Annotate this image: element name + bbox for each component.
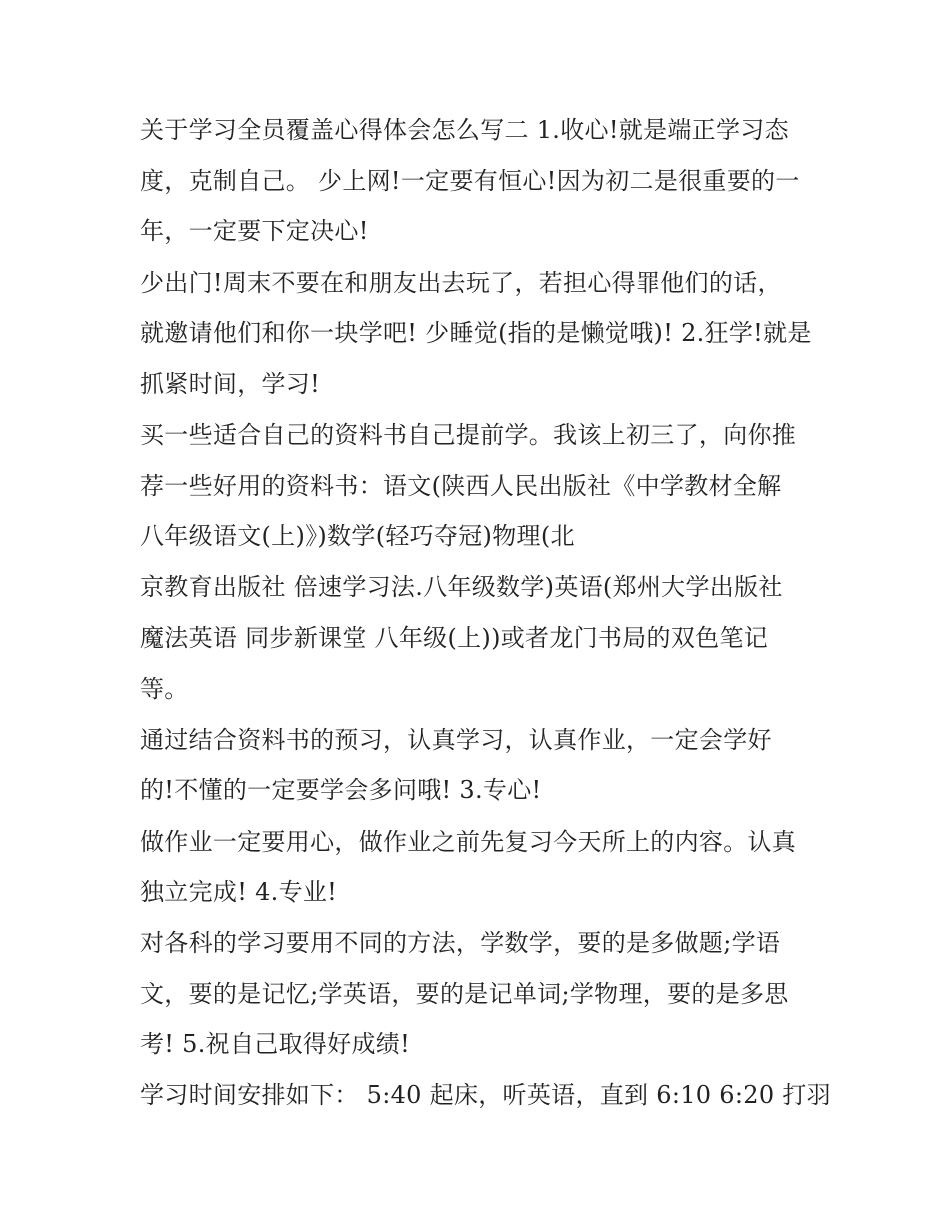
text-line: 度，克制自己。 少上网!一定要有恒心!因为初二是很重要的一 — [140, 167, 800, 195]
text-line: 的!不懂的一定要学会多问哦! 3.专心! — [140, 776, 542, 804]
text-line: 少出门!周末不要在和朋友出去玩了，若担心得罪他们的话， — [140, 269, 782, 297]
text-line: 就邀请他们和你一块学吧! 少睡觉(指的是懒觉哦)! 2.狂学!就是 — [140, 319, 812, 347]
text-line: 买一些适合自己的资料书自己提前学。我该上初三了，向你推 — [140, 421, 797, 449]
text-line: 抓紧时间，学习! — [140, 370, 321, 398]
text-line: 荐一些好用的资料书：语文(陕西人民出版社《中学教材全解 — [140, 472, 782, 500]
text-line: 对各科的学习要用不同的方法，学数学，要的是多做题;学语 — [140, 929, 781, 957]
text-line: 文，要的是记忆;学英语，要的是记单词;学物理，要的是多思 — [140, 980, 789, 1008]
text-line: 京教育出版社 倍速学习法.八年级数学)英语(郑州大学出版社 — [140, 573, 783, 601]
text-line: 八年级语文(上)》)数学(轻巧夺冠)物理(北 — [140, 522, 575, 550]
text-line: 年，一定要下定决心! — [140, 217, 369, 245]
text-line: 考! 5.祝自己取得好成绩! — [140, 1030, 411, 1058]
text-line: 通过结合资料书的预习，认真学习，认真作业，一定会学好 — [140, 726, 772, 754]
text-line: 魔法英语 同步新课堂 八年级(上))或者龙门书局的双色笔记 — [140, 624, 769, 652]
text-line: 关于学习全员覆盖心得体会怎么写二 1.收心!就是端正学习态 — [140, 116, 789, 144]
text-line: 学习时间安排如下： 5:40 起床，听英语，直到 6:10 6:20 打羽 — [140, 1081, 831, 1109]
text-line: 等。 — [140, 675, 189, 703]
text-line: 做作业一定要用心，做作业之前先复习今天所上的内容。认真 — [140, 828, 797, 856]
text-line: 独立完成! 4.专业! — [140, 878, 338, 906]
